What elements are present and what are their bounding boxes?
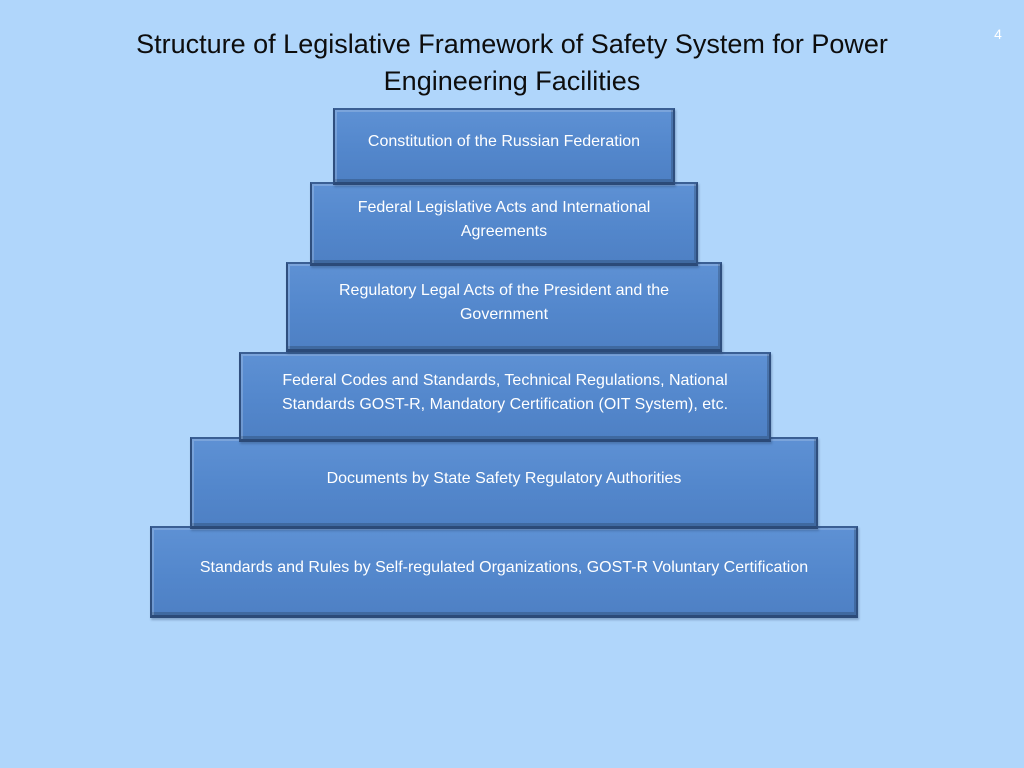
- pyramid-level-presidential-acts: [286, 262, 722, 352]
- pyramid-level-regulatory-documents: [190, 437, 818, 529]
- pyramid-level-label: Federal Codes and Standards, Technical Regulations, National Standards GOST-R, Mandatory Certification (OIT System), etc.: [281, 371, 729, 413]
- pyramid-level-self-regulated-standards: [150, 526, 858, 618]
- pyramid-level-label: Documents by State Safety Regulatory Authorities: [326, 469, 682, 487]
- slide-number: 4: [994, 26, 1002, 42]
- pyramid-level-label: Federal Legislative Acts and International Agreements: [357, 198, 651, 240]
- pyramid-level-label: Standards and Rules by Self-regulated Organizations, GOST-R Voluntary Certification: [199, 558, 809, 576]
- pyramid-level-label: Regulatory Legal Acts of the President and the Government: [339, 281, 669, 323]
- pyramid-level-federal-acts: [310, 182, 698, 266]
- pyramid-level-federal-codes: [239, 352, 771, 442]
- pyramid-level-constitution: [333, 108, 675, 185]
- pyramid-level-label: Constitution of the Russian Federation: [367, 133, 641, 150]
- slide-title: Structure of Legislative Framework of Safety System for Power Engineering Facilities: [136, 29, 888, 96]
